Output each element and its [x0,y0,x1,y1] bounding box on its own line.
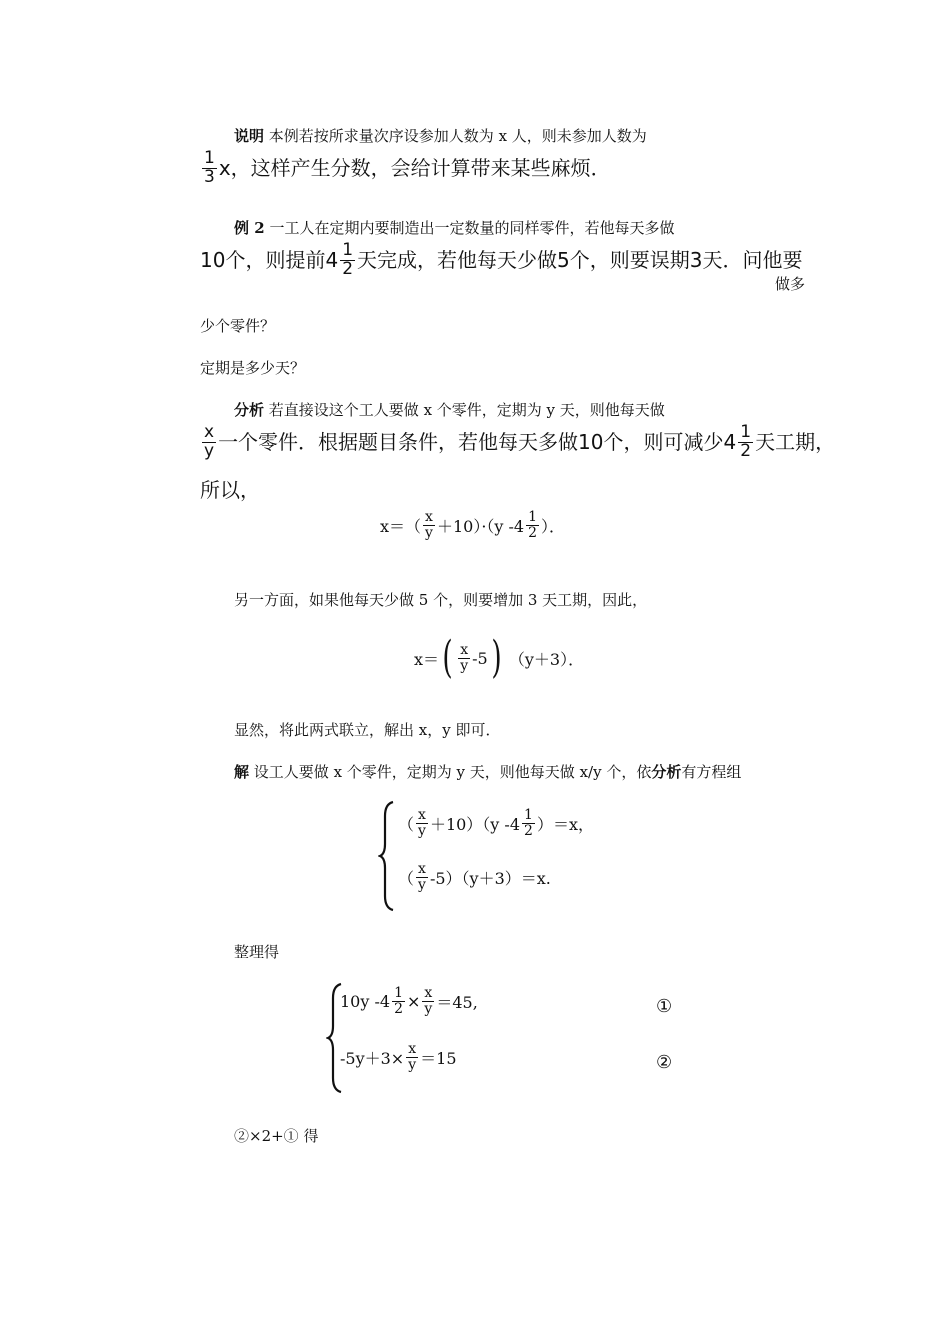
system2-row1: 10y -4 $\frac{1}{2}$ × $\frac{x}{y}$ ＝45, [340,985,478,1017]
fraction: $\frac{x}{y}$ [418,807,426,839]
circled-two-marker: ② [656,1052,673,1073]
solution-organize: 整理得 [234,943,280,961]
fraction: $\frac{x}{y}$ [418,861,426,893]
left-brace-icon [378,800,396,912]
fraction: $\frac{1}{2}$ [740,422,752,461]
analysis-line3: 所以， [200,478,260,502]
note-label: 说明 [234,127,265,145]
fraction: $\frac{x}{y}$ [204,422,215,461]
analysis-line2: $\frac{x}{y}$ 一个零件．根据题目条件，若他每天多做10个，则可减少4 $\frac{1}{2}$ 天工期， [204,422,836,461]
system1-row1: （ $\frac{x}{y}$ ＋10）（y -4 $\frac{1}{2}$ ）＝x， [398,807,594,839]
fraction: $\frac{1}{2}$ [524,807,533,839]
analysis-paragraph [234,400,665,420]
example-line2: 10个，则提前4 $\frac{1}{2}$ 天完成，若他每天少做5个，则要误期3天．问他要 [200,240,803,279]
example-line4: 定期是多少天？ [200,359,306,377]
analysis-label: 分析 [234,401,265,419]
solution-paragraph: 解 设工人要做 x 个零件，定期为 y 天，则他每天做 x/y 个，依分析有方程组 [234,763,742,781]
circled-one-marker: ① [656,996,673,1017]
example-text: 一工人在定期内要制造出一定数量的同样零件，若他每天多做 [269,219,675,237]
system1-row2: （ $\frac{x}{y}$ -5）（y＋3）＝x. [398,861,551,893]
example-label: 例 2 [234,219,265,237]
right-paren: ) [491,632,502,683]
example-paragraph [234,218,674,238]
fraction: $\frac{1}{2}$ [528,509,538,541]
note-text: 本例若按所求量次序设参加人数为 x 人，则未参加人数为 [268,127,647,145]
note-line2 [200,150,611,187]
solution-label: 解 [234,763,250,781]
fraction: $\frac{x}{y}$ [460,641,469,674]
analysis-obvious: 显然，将此两式联立，解出 x，y 即可． [234,721,501,739]
note-paragraph [234,126,647,146]
fraction: $\frac{1}{3}$ [204,148,215,187]
example-line2-tail: 做多 [775,275,806,293]
fraction: $\frac{x}{y}$ [408,1041,417,1073]
example-line3: 少个零件？ [200,317,276,335]
fraction: $\frac{1}{2}$ [342,240,354,279]
fraction: $\frac{x}{y}$ [424,985,433,1017]
analysis-other: 另一方面，如果他每天少做 5 个，则要增加 3 天工期，因此， [234,591,648,609]
fraction: $\frac{x}{y}$ [425,509,433,541]
analysis-text: 若直接设这个工人要做 x 个零件，定期为 y 天，则他每天做 [268,401,665,419]
equation-2: x＝ ( $\frac{x}{y}$ -5 ) （y＋3）． [414,632,585,683]
note-cont: x，这样产生分数，会给计算带来某些麻烦． [218,156,611,181]
solution-final: ②×2+① 得 [234,1127,319,1145]
equation-1: x＝（ $\frac{x}{y}$ ＋10）·（y -4 $\frac{1}{2}$ ）． [380,509,566,541]
system2-row2: -5y＋3× $\frac{x}{y}$ ＝15 [340,1041,457,1073]
fraction: $\frac{1}{2}$ [394,985,403,1017]
left-paren: ( [442,632,453,683]
